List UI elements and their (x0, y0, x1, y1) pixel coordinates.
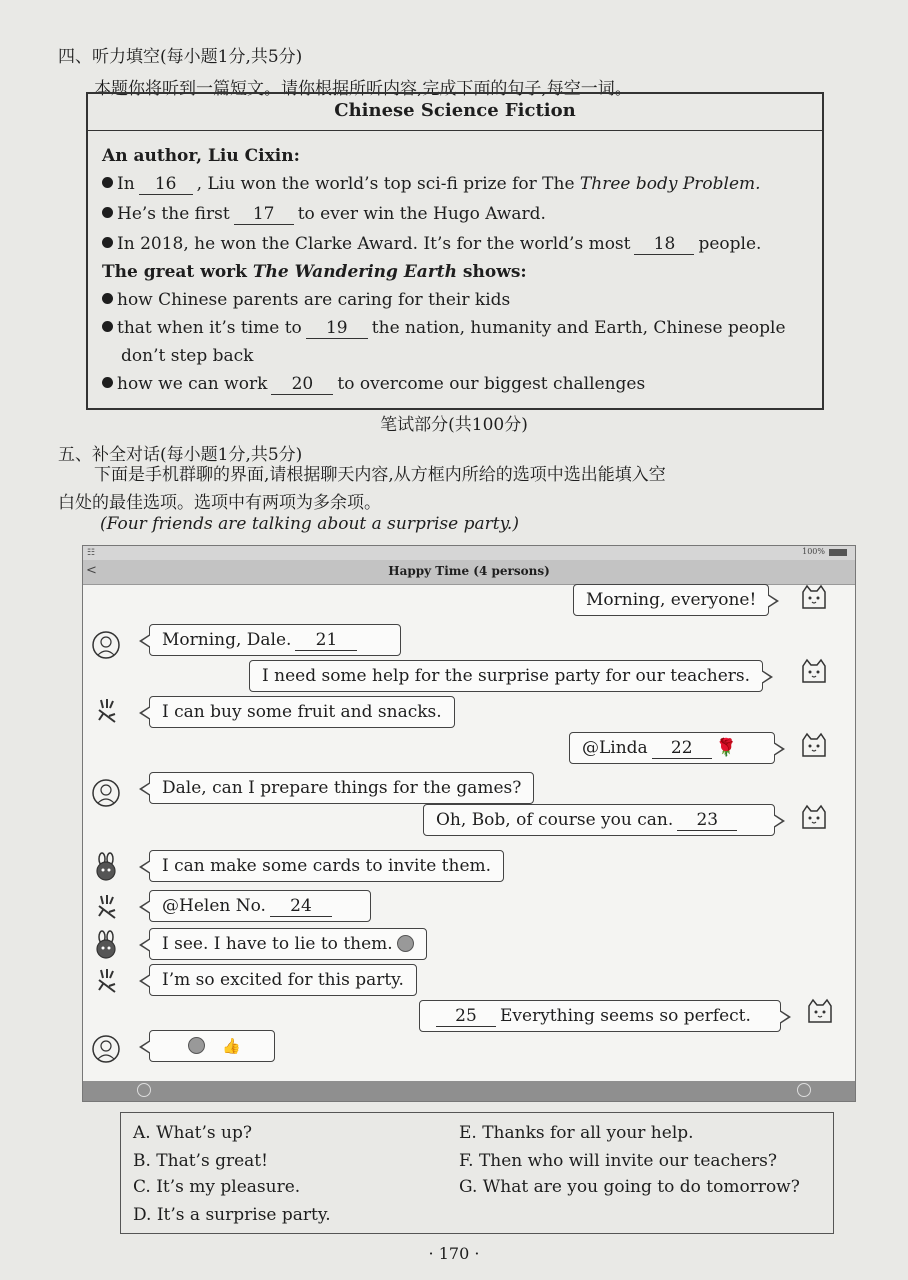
thumbs-up-icon: 👍 (222, 1037, 242, 1055)
option-a: A. What’s up? (133, 1123, 252, 1143)
text: to ever win the Hugo Award. (297, 204, 546, 224)
blank-21: 21 (295, 630, 357, 651)
grin-emoji-icon (188, 1037, 205, 1054)
wifi-icon: ☷ (87, 548, 96, 558)
book-title: Three body Problem. (579, 174, 761, 194)
written-part-heading: 笔试部分(共100分) (380, 415, 528, 435)
message-3: I need some help for the surprise party for our teachers. (249, 660, 763, 692)
text: shows: (462, 262, 527, 282)
text: Morning, Dale. (162, 630, 292, 650)
battery-icon (829, 549, 847, 556)
text: @Linda (582, 738, 648, 758)
options-box (120, 1112, 834, 1234)
option-d: D. It’s a surprise party. (133, 1205, 331, 1225)
text: I see. I have to lie to them. (162, 934, 393, 954)
section5-instruction-b: 白处的最佳选项。选项中有两项为多余项。 (58, 493, 381, 513)
message-9 (149, 890, 371, 922)
section5-heading: 五、补全对话(每小题1分,共5分) (58, 445, 303, 465)
line-17 (102, 204, 546, 225)
text: Oh, Bob, of course you can. (436, 810, 674, 830)
cat-avatar-icon (805, 998, 835, 1028)
text: The great work (102, 262, 247, 282)
option-c: C. It’s my pleasure. (133, 1177, 301, 1197)
boy-avatar-icon (91, 778, 121, 808)
text: In (117, 174, 135, 194)
text: @Helen No. (162, 896, 266, 916)
battery-level: 100% (802, 547, 825, 556)
cat-avatar-icon (799, 732, 829, 762)
cat-avatar-icon (799, 804, 829, 834)
phone-chat-screen (82, 545, 856, 1102)
section4-heading: 四、听力填空(每小题1分,共5分) (58, 47, 303, 67)
line-20 (102, 374, 645, 395)
work-title: The Wandering Earth (252, 262, 457, 282)
blank-18: 18 (634, 234, 694, 255)
flower-avatar-icon (93, 696, 123, 726)
section4-instruction: 本题你将听到一篇短文。请你根据所听内容,完成下面的句子,每空一词。 (94, 79, 632, 99)
message-8: I can make some cards to invite them. (149, 850, 504, 882)
text: the nation, humanity and Earth, Chinese people (371, 318, 786, 338)
blank-25: 25 (436, 1006, 496, 1027)
voice-icon[interactable] (137, 1083, 151, 1097)
bullet-icon (102, 177, 113, 188)
listening-box (86, 92, 824, 410)
text: that when it’s time to (117, 318, 302, 338)
blank-20: 20 (271, 374, 333, 395)
text: how Chinese parents are caring for their kids (117, 290, 511, 310)
page-number: · 170 · (428, 1244, 480, 1263)
text: how we can work (117, 374, 268, 394)
text: In 2018, he won the Clarke Award. It’s for the world’s most (117, 234, 631, 254)
chat-title-bar (83, 560, 855, 585)
bunny-avatar-icon (91, 852, 121, 882)
chat-bottom-bar (83, 1081, 855, 1101)
text: Everything seems so perfect. (500, 1006, 751, 1026)
line-19-cont: don’t step back (121, 346, 254, 366)
text: people. (698, 234, 762, 254)
work-heading (102, 262, 527, 282)
message-2 (149, 624, 401, 656)
rose-icon: 🌹 (715, 738, 737, 758)
emoji-icon[interactable] (797, 1083, 811, 1097)
cat-avatar-icon (799, 584, 829, 614)
option-e: E. Thanks for all your help. (459, 1123, 694, 1143)
cat-avatar-icon (799, 658, 829, 688)
flower-avatar-icon (93, 966, 123, 996)
bullet-icon (102, 321, 113, 332)
title-divider (88, 130, 822, 131)
status-bar (83, 546, 855, 560)
blank-23: 23 (677, 810, 737, 831)
text: He’s the first (117, 204, 230, 224)
message-11: I’m so excited for this party. (149, 964, 417, 996)
author-heading: An author, Liu Cixin: (102, 146, 300, 166)
bullet-icon (102, 237, 113, 248)
blank-24: 24 (270, 896, 332, 917)
blank-16: 16 (139, 174, 193, 195)
blank-17: 17 (234, 204, 294, 225)
smile-emoji-icon (397, 935, 414, 952)
message-12 (419, 1000, 781, 1032)
boy-avatar-icon (91, 1034, 121, 1064)
option-b: B. That’s great! (133, 1151, 268, 1171)
flower-avatar-icon (93, 892, 123, 922)
back-button[interactable]: < (86, 563, 97, 578)
line-16 (102, 174, 761, 195)
option-g: G. What are you going to do tomorrow? (459, 1177, 800, 1197)
bullet-icon (102, 377, 113, 388)
line-19 (102, 318, 786, 339)
scene-description: (Four friends are talking about a surprise party.) (100, 514, 519, 534)
boy-avatar-icon (91, 630, 121, 660)
message-6: Dale, can I prepare things for the games? (149, 772, 534, 804)
bunny-avatar-icon (91, 930, 121, 960)
line-18 (102, 234, 761, 255)
text: to overcome our biggest challenges (337, 374, 646, 394)
message-1: Morning, everyone! (573, 584, 769, 616)
section5-instruction-a: 下面是手机群聊的界面,请根据聊天内容,从方框内所给的选项中选出能填入空 (94, 465, 666, 485)
message-10 (149, 928, 427, 960)
blank-19: 19 (306, 318, 368, 339)
blank-22: 22 (652, 738, 712, 759)
line-parents (102, 290, 510, 310)
message-5 (569, 732, 775, 764)
message-13 (149, 1030, 275, 1062)
box-title: Chinese Science Fiction (334, 100, 576, 121)
text: , Liu won the world’s top sci-fi prize for The (196, 174, 575, 194)
option-f: F. Then who will invite our teachers? (459, 1151, 778, 1171)
bullet-icon (102, 207, 113, 218)
message-4: I can buy some fruit and snacks. (149, 696, 455, 728)
group-title: Happy Time (4 persons) (388, 564, 550, 578)
message-7 (423, 804, 775, 836)
bullet-icon (102, 293, 113, 304)
